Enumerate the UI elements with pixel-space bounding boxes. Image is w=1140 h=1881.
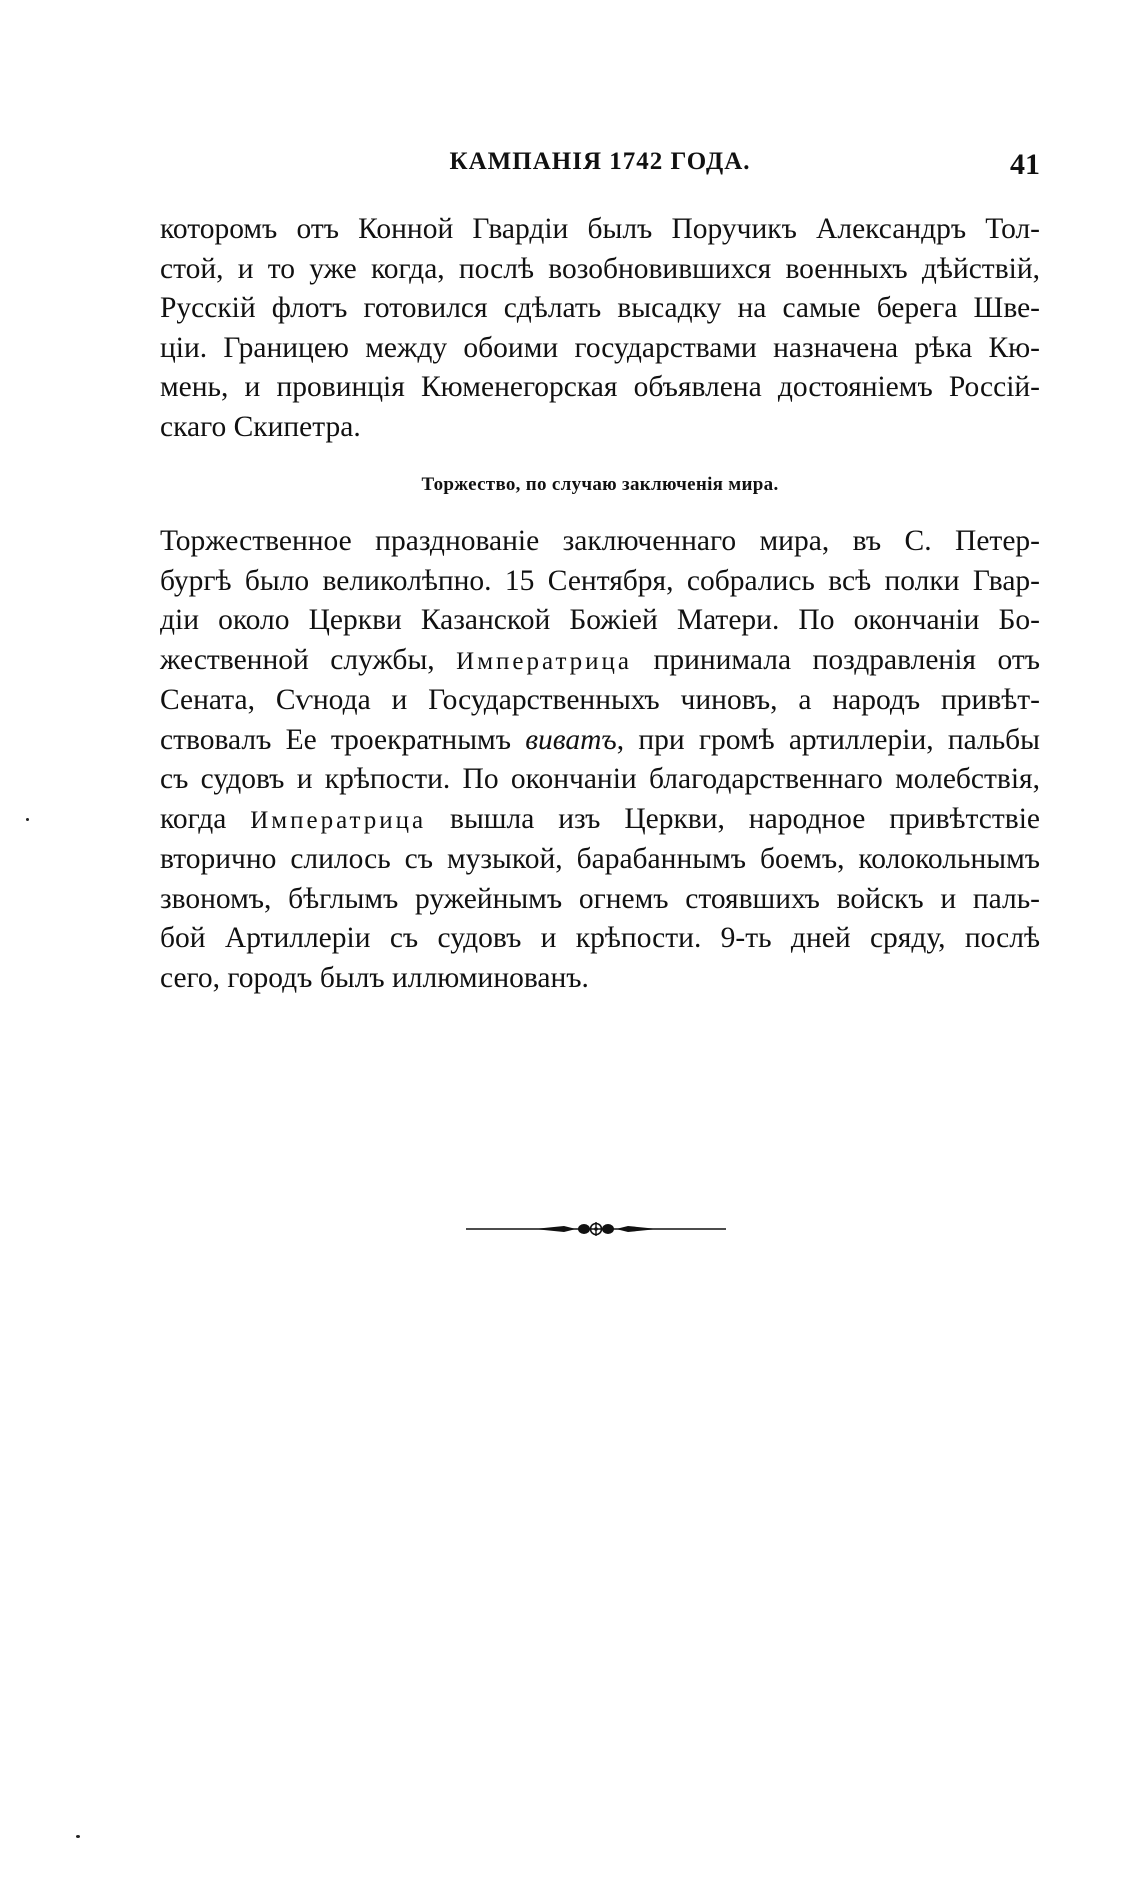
text-line [160, 800, 1040, 841]
text-line: которомъ отъ Конной Гвардіи былъ Поручикъ Александръ Тол- [160, 213, 1040, 245]
text-segment: вышла изъ Церкви, народное привѣтствіе [426, 802, 1040, 835]
text-line: діи около Церкви Казанской Божіей Матери. По окончаніи Бо- [160, 604, 1040, 636]
empress-word: Императрица [250, 806, 427, 834]
section-heading: Торжество, по случаю заключенія мира. [421, 474, 779, 495]
text-segment: , при громѣ артиллеріи, пальбы [616, 723, 1040, 756]
page-number: 41 [1010, 148, 1040, 181]
text-segment: жественной службы, [160, 643, 457, 676]
text-line: Русскій флотъ готовился сдѣлать высадку на самые берега Шве- [160, 292, 1040, 324]
text-line: ціи. Границею между обоими государствами назначена рѣка Кю- [160, 331, 1040, 364]
text-line: сего, городъ былъ иллюминованъ. [160, 961, 589, 994]
text-segment: когда [160, 802, 251, 835]
text-line: вторично слилось съ музыкой, барабаннымъ боемъ, колокольнымъ [160, 843, 1040, 875]
text-line: мень, и провинція Кюменегорская объявлена достояніемъ Россій- [160, 371, 1040, 403]
running-head [160, 148, 1040, 184]
print-speck [76, 1835, 80, 1838]
text-line: скаго Скипетра. [160, 410, 361, 443]
text-line: стой, и то уже когда, послѣ возобновившихся военныхъ дѣйствій, [160, 252, 1040, 285]
running-title: КАМПАНІЯ 1742 ГОДА. [449, 148, 751, 175]
paragraph-celebration [160, 522, 1040, 998]
paragraph-treaty [160, 210, 1040, 447]
print-speck [26, 818, 29, 821]
text-line: Торжественное празднованіе заключеннаго мира, въ С. Петер- [160, 525, 1040, 557]
text-line: съ судовъ и крѣпости. По окончаніи благодарственнаго молебствія, [160, 763, 1040, 795]
text-line: звономъ, бѣглымъ ружейнымъ огнемъ стоявшихъ войскъ и паль- [160, 882, 1040, 915]
text-line [160, 641, 1040, 682]
empress-word: Императрица [456, 647, 633, 675]
text-line: Сената, Сѵнода и Государственныхъ чиновъ, а народъ привѣт- [160, 684, 1040, 716]
text-line [160, 721, 1040, 761]
text-line: бой Артиллеріи съ судовъ и крѣпости. 9-ть дней сряду, послѣ [160, 922, 1040, 954]
text-segment: принимала поздравленія отъ [632, 643, 1040, 676]
text-segment: ствовалъ Ее троекратнымъ [160, 723, 526, 756]
ornamental-rule-icon [464, 1218, 728, 1240]
text-line: бургѣ было великолѣпно. 15 Сентября, собрались всѣ полки Гвар- [160, 564, 1040, 597]
vivat-word: виватъ [525, 723, 617, 756]
